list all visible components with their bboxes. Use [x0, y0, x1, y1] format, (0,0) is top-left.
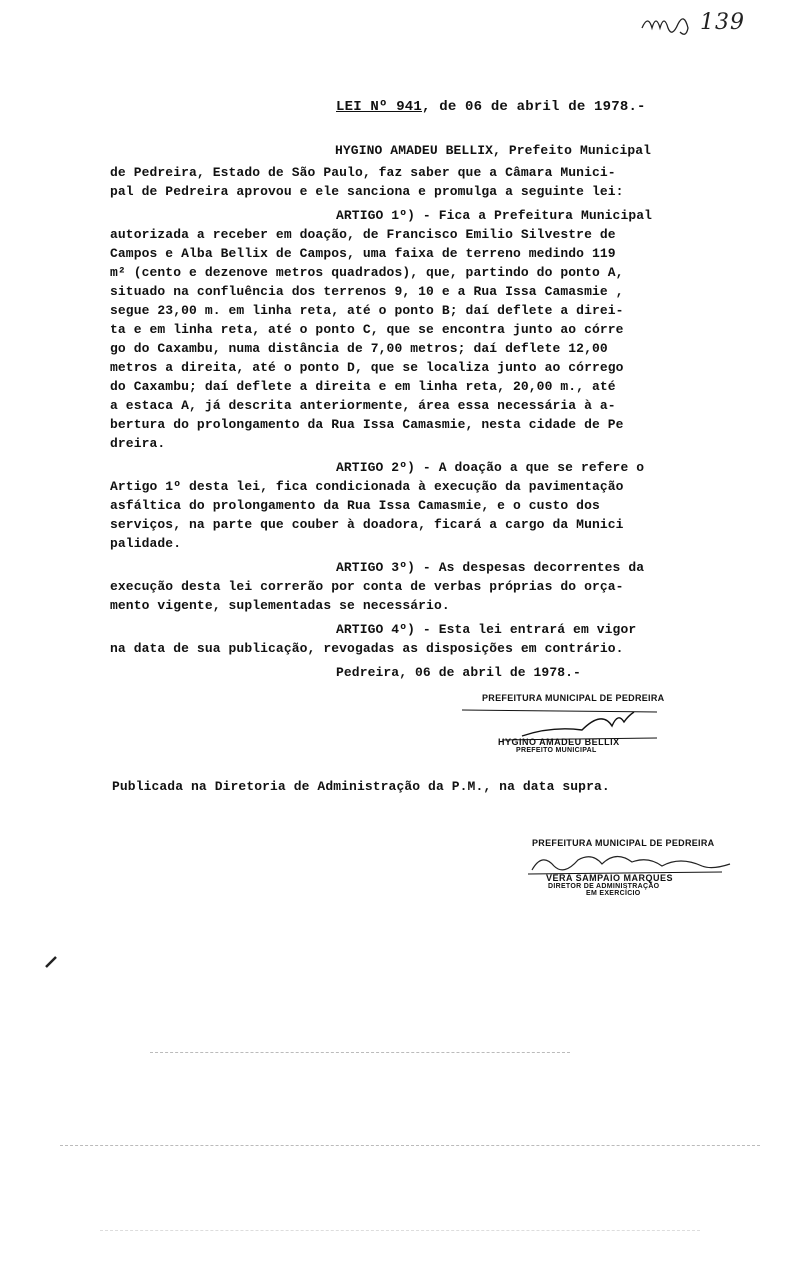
body-line: dreira.	[110, 436, 166, 451]
mayor-stamp-text	[498, 737, 620, 754]
body-line: Pedreira, 06 de abril de 1978.-	[336, 665, 581, 680]
body-line: ARTIGO 3º) - As despesas decorrentes da	[336, 560, 645, 575]
body-line: do Caxambu; daí deflete a direita e em linha reta, 20,00 m., até	[110, 379, 616, 394]
publication-note: Publicada na Diretoria de Administração da P.M., na data supra.	[112, 779, 610, 794]
body-line: HYGINO AMADEU BELLIX, Prefeito Municipal	[335, 143, 652, 158]
body-line: Artigo 1º desta lei, fica condicionada à execução da pavimentação	[110, 479, 624, 494]
body-line: metros a direita, até o ponto D, que se localiza junto ao córrego	[110, 360, 624, 375]
mayor-name: HYGINO AMADEU BELLIX	[498, 737, 620, 747]
scan-artifact-line	[150, 1052, 570, 1053]
law-title	[336, 99, 646, 115]
scan-mark-icon	[44, 955, 58, 969]
body-line: Campos e Alba Bellix de Campos, uma faixa de terreno medindo 119	[110, 246, 616, 261]
law-date: , de 06 de abril de 1978.-	[422, 99, 646, 115]
body-line: ta e em linha reta, até o ponto C, que se encontra junto ao córre	[110, 322, 624, 337]
director-stamp-header: PREFEITURA MUNICIPAL DE PEDREIRA	[532, 838, 715, 848]
director-name: VERA SAMPAIO MARQUES	[546, 873, 674, 883]
body-line: ARTIGO 2º) - A doação a que se refere o	[336, 460, 645, 475]
director-role: DIRETOR DE ADMINISTRAÇÃO	[548, 883, 660, 890]
mayor-role: PREFEITO MUNICIPAL	[516, 747, 597, 754]
body-line: execução desta lei correrão por conta de verbas próprias do orça-	[110, 579, 624, 594]
body-line: na data de sua publicação, revogadas as disposições em contrário.	[110, 641, 624, 656]
page-number: 139	[640, 10, 745, 36]
body-line: autorizada a receber em doação, de Francisco Emilio Silvestre de	[110, 227, 616, 242]
body-line: a estaca A, já descrita anteriormente, área essa necessária à a-	[110, 398, 616, 413]
scan-artifact-line	[60, 1145, 760, 1146]
director-stamp-text	[546, 873, 673, 897]
body-line: de Pedreira, Estado de São Paulo, faz saber que a Câmara Munici-	[110, 165, 616, 180]
body-line: pal de Pedreira aprovou e ele sanciona e promulga a seguinte lei:	[110, 184, 624, 199]
body-line: situado na confluência dos terrenos 9, 10 e a Rua Issa Camasmie ,	[110, 284, 624, 299]
body-line: segue 23,00 m. em linha reta, até o ponto B; daí deflete a direi-	[110, 303, 624, 318]
body-line: bertura do prolongamento da Rua Issa Camasmie, nesta cidade de Pe	[110, 417, 624, 432]
body-line: palidade.	[110, 536, 182, 551]
body-line: go do Caxambu, numa distância de 7,00 metros; daí deflete 12,00	[110, 341, 608, 356]
mayor-signature-icon	[462, 702, 662, 742]
body-line: ARTIGO 4º) - Esta lei entrará em vigor	[336, 622, 637, 637]
body-line: mento vigente, suplementadas se necessário.	[110, 598, 450, 613]
body-line: m² (cento e dezenove metros quadrados), que, partindo do ponto A,	[110, 265, 624, 280]
initials-scribble-icon	[640, 10, 700, 36]
body-line: serviços, na parte que couber à doadora, ficará a cargo da Munici	[110, 517, 624, 532]
body-line: ARTIGO 1º) - Fica a Prefeitura Municipal	[336, 208, 653, 223]
law-number: LEI Nº 941	[336, 99, 423, 115]
scan-artifact-line	[100, 1230, 700, 1231]
body-line: asfáltica do prolongamento da Rua Issa Camasmie, e o custo dos	[110, 498, 600, 513]
director-role-status: EM EXERCÍCIO	[586, 890, 641, 897]
mayor-stamp-header: PREFEITURA MUNICIPAL DE PEDREIRA	[482, 693, 665, 703]
